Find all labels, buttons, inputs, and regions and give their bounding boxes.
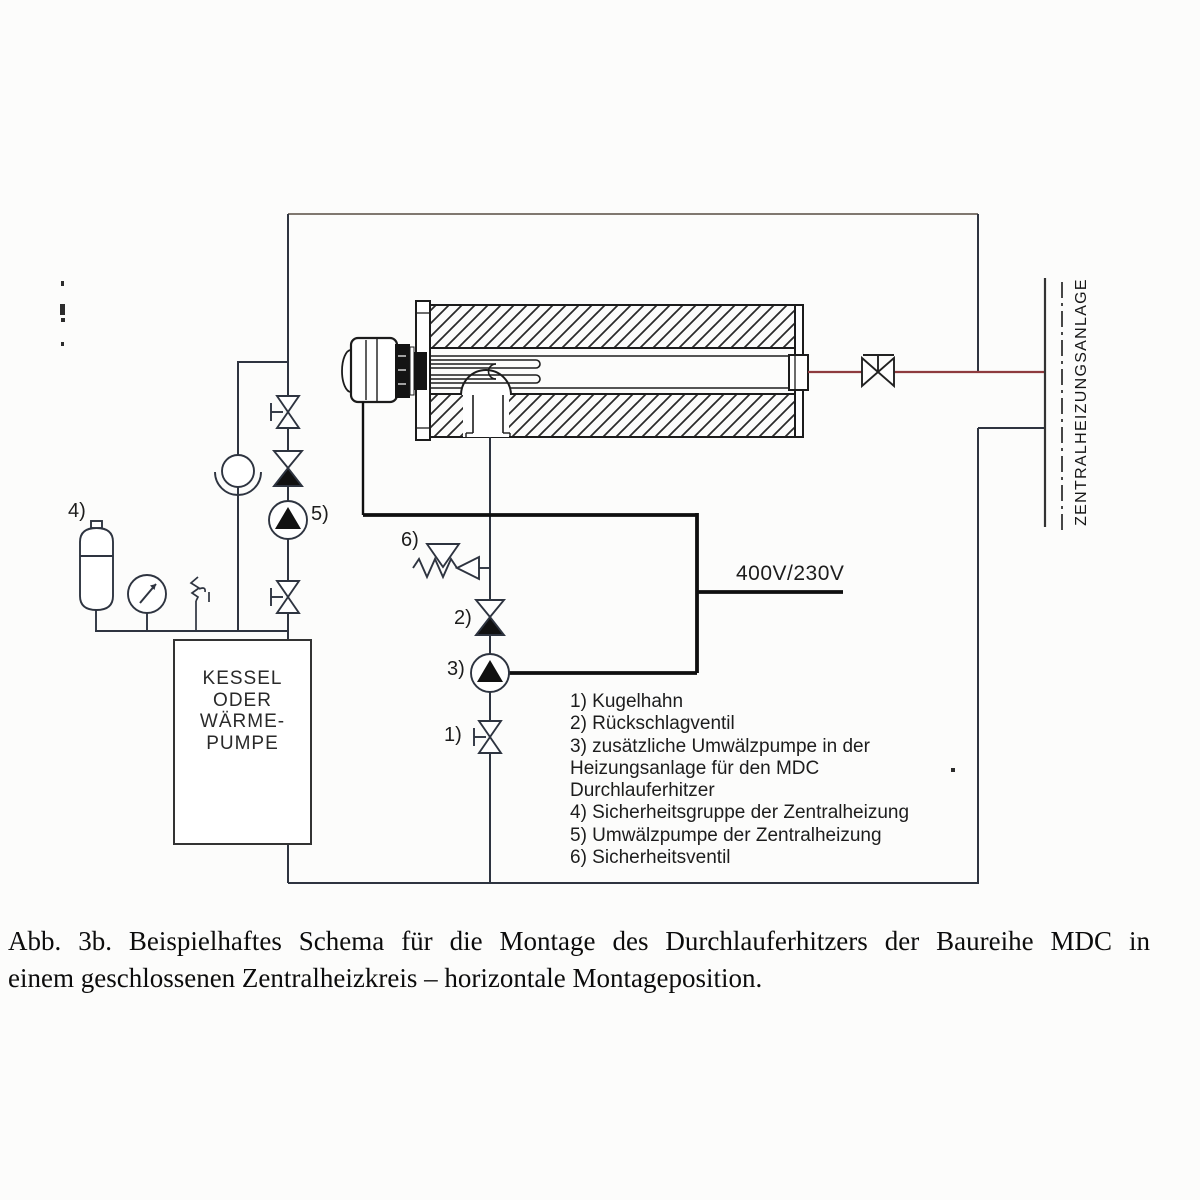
label-item5: 5) (311, 503, 329, 525)
label-item3: 3) (447, 658, 465, 680)
label-item6: 6) (401, 529, 419, 551)
legend-line: Durchlauferhitzer (570, 780, 715, 802)
caption-line1: Abb. 3b. Beispielhaftes Schema für die Montage des Durchlauferhitzers der Baureihe MDC in (8, 926, 1150, 956)
electric-lines (363, 402, 843, 673)
legend-line: 4) Sicherheitsgruppe der Zentralheizung (570, 802, 910, 824)
heater-cap (342, 338, 427, 402)
central-heating-label: ZENTRALHEIZUNGSANLAGE (1073, 278, 1090, 526)
kessel-line: PUMPE (206, 732, 279, 754)
caption-line2: einem geschlossenen Zentralheizkreis – horizontale Montageposition. (8, 963, 763, 993)
check-valve-left (274, 451, 302, 486)
heater-body (416, 301, 808, 440)
label-item2: 2) (454, 607, 472, 629)
legend-line: 6) Sicherheitsventil (570, 847, 731, 869)
pump-5 (269, 501, 307, 539)
check-valve-2 (476, 600, 504, 635)
legend-line: 1) Kugelhahn (570, 691, 684, 712)
kessel-line: ODER (213, 689, 272, 711)
scan-artifact (60, 304, 65, 315)
legend-line: 3) zusätzliche Umwälzpumpe in der (570, 735, 870, 757)
ball-valve-1 (474, 721, 501, 753)
supply-valve (862, 355, 894, 386)
pump-3 (471, 654, 509, 692)
legend-line: 2) Rückschlagventil (570, 713, 735, 735)
expansion-vessel-4 (80, 521, 113, 631)
ball-valve-left-top (271, 396, 299, 428)
power-label: 400V/230V (736, 562, 845, 585)
central-heating-terminal (1045, 278, 1062, 532)
kessel-line: WÄRME- (199, 711, 286, 732)
pressure-gauge (128, 575, 166, 631)
kessel-label (174, 668, 311, 754)
ball-valve-left-bottom (271, 581, 299, 613)
scan-artifact (61, 281, 64, 286)
label-item1: 1) (444, 724, 462, 746)
heater-outlet-nozzle (789, 355, 808, 390)
safety-valve-6 (413, 544, 490, 579)
air-vent (191, 577, 209, 631)
kessel-line: KESSEL (202, 668, 283, 689)
scan-artifact (61, 318, 65, 322)
legend-line: 5) Umwälzpumpe der Zentralheizung (570, 824, 882, 846)
legend-line: Heizungsanlage für den MDC (570, 757, 820, 779)
scan-artifact (951, 768, 955, 772)
heater-hatch-top (430, 305, 795, 348)
legend (570, 691, 909, 869)
label-item4: 4) (68, 500, 86, 522)
scan-artifact (61, 342, 64, 346)
heater-inlet-nozzle (461, 370, 511, 437)
